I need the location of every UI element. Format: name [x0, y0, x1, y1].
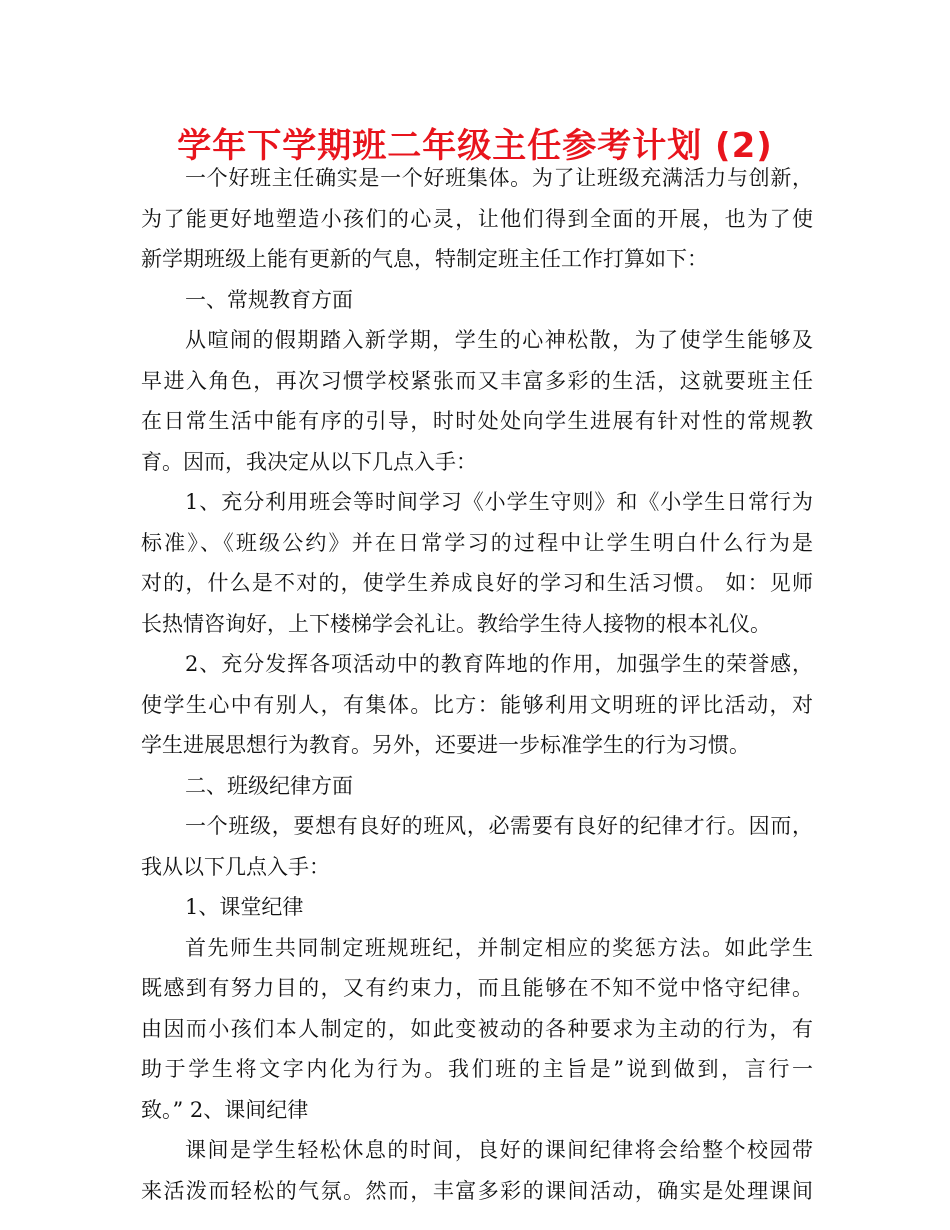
document-title: 学年下学期班二年级主任参考计划 (2) [177, 126, 773, 166]
text-line: 课间是学生轻松休息的时间，良好的课间纪律将会给整个校园带 [185, 1138, 813, 1162]
text-line: 一个好班主任确实是一个好班集体。为了让班级充满活力与创新， [185, 166, 813, 190]
text-line: 学生进展思想行为教育。另外，还要进一步标准学生的行为习惯。 [141, 733, 750, 757]
text-line: 对的，什么是不对的，使学生养成良好的学习和生活习惯。 如：见师 [141, 571, 813, 595]
text-line: 既感到有努力目的，又有约束力，而且能够在不知不觉中恪守纪律。 [141, 976, 813, 1000]
text-line: 首先师生共同制定班规班纪，并制定相应的奖惩方法。如此学生 [185, 935, 813, 960]
text-line: 一个班级，要想有良好的班风，必需要有良好的纪律才行。因而， [185, 814, 813, 838]
text-line: 使学生心中有别人，有集体。比方：能够利用文明班的评比活动，对 [141, 692, 813, 717]
text-line: 来活泼而轻松的气氛。然而，丰富多彩的课间活动，确实是处理课间 [141, 1178, 813, 1203]
text-line: 为了能更好地塑造小孩们的心灵，让他们得到全面的开展，也为了使 [141, 206, 813, 231]
text-line: 新学期班级上能有更新的气息，特制定班主任工作打算如下： [141, 247, 708, 271]
text-line: 长热情咨询好，上下楼梯学会礼让。教给学生待人接物的根本礼仪。 [141, 611, 771, 636]
text-line: 致。” 2、课间纪律 [141, 1097, 309, 1122]
text-line: 1、充分利用班会等时间学习《小学生守则》和《小学生日常行为 [185, 490, 813, 514]
text-line: 在日常生活中能有序的引导，时时处处向学生进展有针对性的常规教 [141, 409, 813, 433]
text-line: 我从以下几点入手： [141, 854, 330, 879]
text-line: 1、课堂纪律 [185, 895, 304, 919]
text-line: 一、常规教育方面 [185, 287, 353, 312]
text-line: 由因而小孩们本人制定的，如此变被动的各种要求为主动的行为，有 [141, 1016, 813, 1041]
text-line: 早进入角色，再次习惯学校紧张而又丰富多彩的生活，这就要班主任 [141, 368, 813, 393]
text-line: 助于学生将文字内化为行为。我们班的主旨是”说到做到，言行一 [141, 1057, 813, 1081]
text-line: 二、班级纪律方面 [185, 773, 353, 798]
text-line: 2、充分发挥各项活动中的教育阵地的作用，加强学生的荣誉感， [185, 652, 813, 676]
text-line: 育。因而，我决定从以下几点入手： [141, 449, 477, 474]
text-line: 从喧闹的假期踏入新学期，学生的心神松散，为了使学生能够及 [185, 328, 813, 352]
document-body [141, 158, 813, 1211]
text-line: 标准》、《班级公约》并在日常学习的过程中让学生明白什么行为是 [141, 530, 813, 555]
